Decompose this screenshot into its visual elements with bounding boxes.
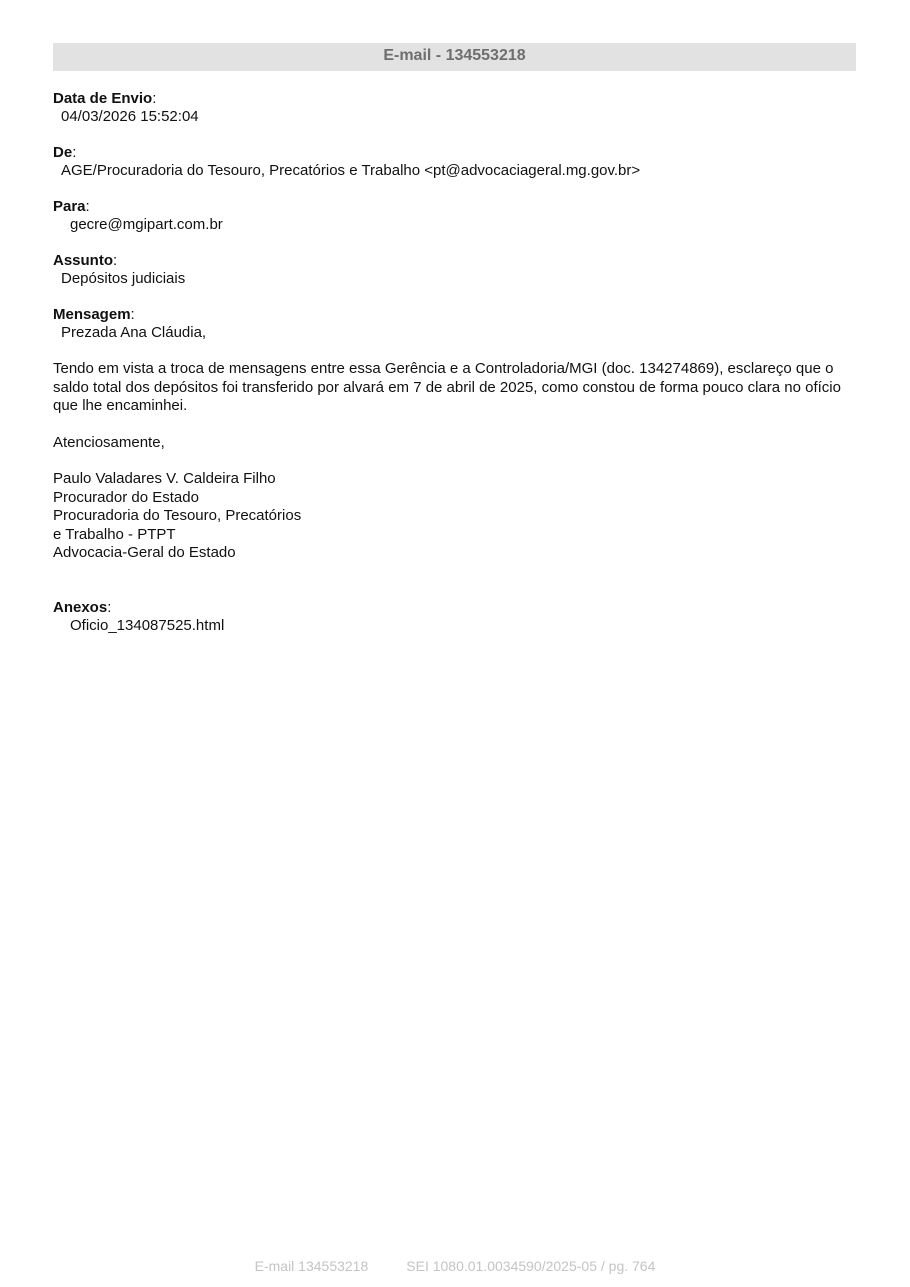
date-value: 04/03/2026 15:52:04 bbox=[61, 108, 199, 125]
field-attachments: Anexos: Oficio_134087525.html bbox=[53, 599, 856, 635]
signature bbox=[53, 470, 856, 563]
page-footer bbox=[0, 1258, 910, 1274]
attachments-label: Anexos bbox=[53, 598, 108, 616]
subject-label: Assunto bbox=[53, 252, 113, 269]
email-content bbox=[53, 90, 856, 653]
field-subject: Assunto: Depósitos judiciais bbox=[53, 252, 856, 288]
signature-line: Paulo Valadares V. Caldeira Filho bbox=[53, 470, 276, 487]
footer-right: SEI 1080.01.0034590/2025-05 / pg. 764 bbox=[406, 1258, 656, 1274]
signature-line: Advocacia-Geral do Estado bbox=[53, 544, 236, 561]
document-title: E-mail - 134553218 bbox=[53, 43, 856, 71]
from-label: De bbox=[53, 144, 73, 161]
field-message: Mensagem: Prezada Ana Cláudia, bbox=[53, 306, 856, 342]
signature-line: Procurador do Estado bbox=[53, 488, 199, 506]
message-greeting: Prezada Ana Cláudia, bbox=[61, 324, 207, 341]
from-value: AGE/Procuradoria do Tesouro, Precatórios e Trabalho <pt@advocaciageral.mg.gov.br> bbox=[61, 162, 641, 179]
field-to: Para: gecre@mgipart.com.br bbox=[53, 198, 856, 234]
to-label: Para bbox=[53, 198, 86, 215]
attachment-file[interactable]: Oficio_134087525.html bbox=[70, 616, 225, 634]
closing: Atenciosamente, bbox=[53, 433, 165, 451]
footer-left: E-mail 134553218 bbox=[254, 1258, 369, 1274]
signature-line: e Trabalho - PTPT bbox=[53, 525, 176, 543]
subject-value: Depósitos judiciais bbox=[61, 270, 186, 287]
field-date: Data de Envio: 04/03/2026 15:52:04 bbox=[53, 90, 856, 126]
message-paragraph: Tendo em vista a troca de mensagens entre essa Gerência e a Controladoria/MGI (doc. 134274869), esclareço que o saldo total dos depósitos foi transferido por alvará em 7 de abril de 2025, como constou de forma pouco clara no ofício que lhe encaminhei. bbox=[53, 360, 841, 414]
message-label: Mensagem bbox=[53, 306, 131, 323]
to-value: gecre@mgipart.com.br bbox=[70, 216, 223, 233]
signature-line: Procuradoria do Tesouro, Precatórios bbox=[53, 507, 302, 524]
field-from: De: AGE/Procuradoria do Tesouro, Precatórios e Trabalho <pt@advocaciageral.mg.gov.br> bbox=[53, 144, 856, 180]
date-label: Data de Envio bbox=[53, 90, 153, 107]
